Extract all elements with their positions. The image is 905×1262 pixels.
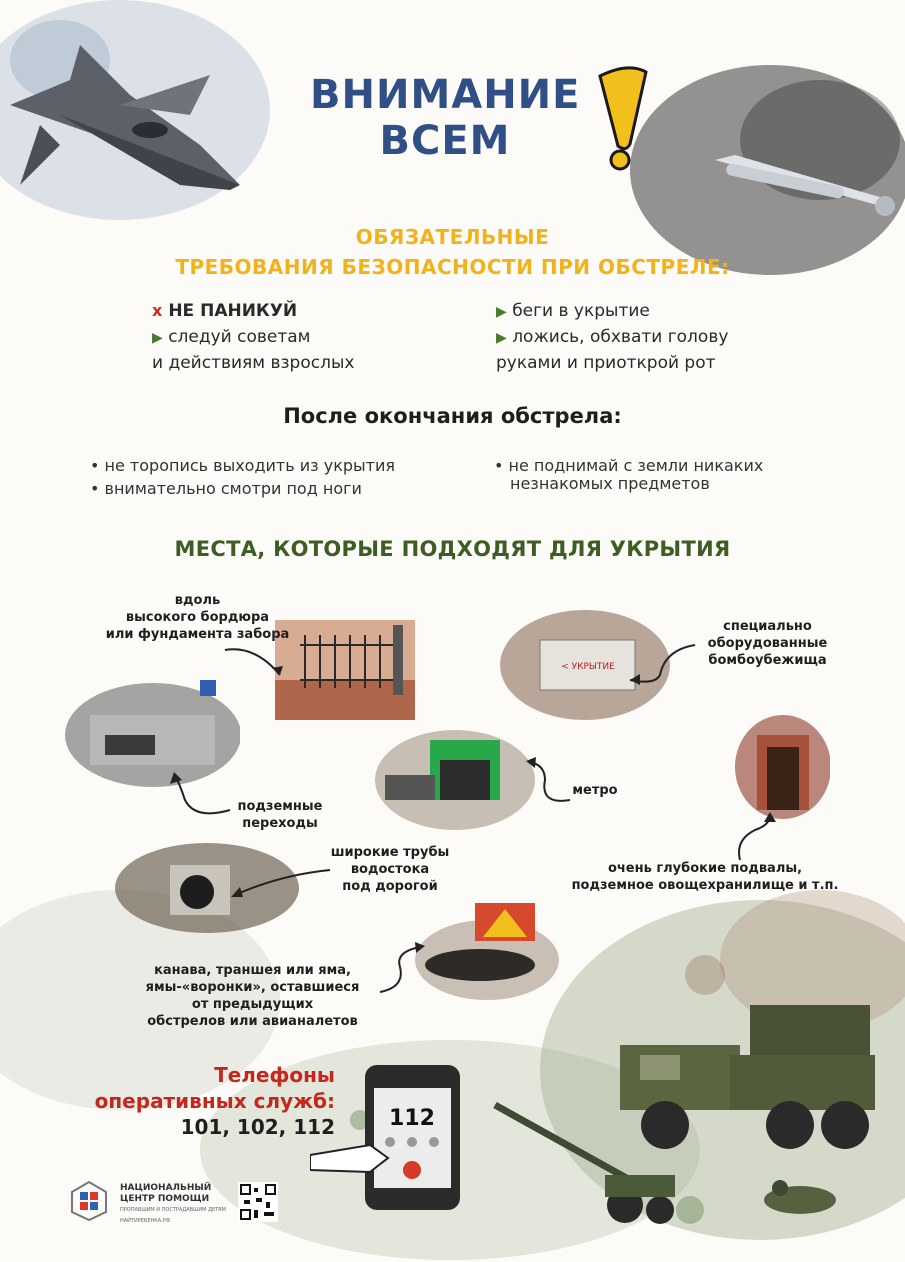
phones-line-2: оперативных служб:: [94, 1089, 335, 1113]
ditch-photo: [415, 895, 560, 1000]
after-item-1-text: не торопись выходить из укрытия: [104, 456, 396, 475]
cellar-label-line-1: очень глубокие подвалы,: [607, 861, 803, 876]
rule-lie-down: [496, 324, 728, 351]
org-line-2: ЦЕНТР ПОМОЩИ: [120, 1194, 210, 1204]
phone-screen-number: 112: [389, 1106, 435, 1131]
bomb-shelter-label: [700, 618, 835, 669]
triangle-bullet-icon: ▶: [152, 330, 163, 346]
rule-run-to-shelter: [496, 298, 650, 325]
phones-numbers: 101, 102, 112: [180, 1115, 335, 1139]
org-line-1: НАЦИОНАЛЬНЫЙ: [120, 1183, 212, 1193]
underpass-label-line-2: переходы: [242, 816, 318, 831]
follow-line-1: следуй советам: [168, 327, 311, 347]
shelter-sign-text: < УКРЫТИЕ: [561, 662, 615, 672]
ditch-label-line-3: от предыдущих: [191, 997, 314, 1012]
pipes-label-line-3: под дорогой: [342, 879, 438, 894]
ditch-label-line-4: обстрелов или авианалетов: [147, 1014, 358, 1029]
after-item-3-line-2: незнакомых предметов: [510, 474, 710, 493]
follow-line-2: и действиям взрослых: [152, 353, 355, 373]
after-item-3-text: не поднимай с земли никаких: [508, 456, 764, 475]
title-line-2: ВСЕМ: [379, 118, 511, 164]
underpass-label: [230, 798, 330, 832]
ditch-label-line-2: ямы-«воронки», оставшиеся: [145, 980, 360, 995]
ditch-label: [130, 962, 375, 1030]
cellar-photo: [735, 715, 830, 820]
arrow-icon: [520, 755, 575, 810]
curb-label-line-2: высокого бордюра: [125, 610, 270, 625]
org-logo-icon: [68, 1180, 110, 1222]
drone-image: [705, 140, 900, 220]
arrow-icon: [375, 940, 430, 995]
rocket-truck-image: [600, 1000, 890, 1170]
requirements-title-line-1: ОБЯЗАТЕЛЬНЫЕ: [355, 225, 550, 249]
bomb-shelter-label-line-3: бомбоубежища: [708, 653, 827, 668]
emergency-phones: [40, 1062, 335, 1140]
title-line-1: ВНИМАНИЕ: [310, 72, 581, 118]
cellar-label-line-2: подземное овощехранилище и т.п.: [571, 878, 839, 893]
rule-no-panic: [152, 298, 297, 324]
after-shelling-title: После окончания обстрела:: [283, 404, 622, 428]
run-text: беги в укрытие: [512, 301, 650, 321]
curb-label-line-1: вдоль: [174, 593, 221, 608]
pipes-label-line-1: широкие трубы: [330, 845, 450, 860]
poster-title: [310, 72, 580, 164]
after-item-3: • не поднимай с земли никаких: [494, 456, 764, 475]
arrow-icon: [160, 770, 235, 820]
requirements-title: [120, 222, 785, 282]
lie-line-1: ложись, обхвати голову: [512, 327, 729, 347]
curb-label: [95, 592, 300, 643]
triangle-bullet-icon: ▶: [496, 304, 507, 320]
no-panic-text: НЕ ПАНИКУЙ: [168, 301, 298, 321]
places-title: МЕСТА, КОТОРЫЕ ПОДХОДЯТ ДЛЯ УКРЫТИЯ: [174, 537, 731, 561]
metro-label: метро: [572, 783, 618, 798]
org-line-3: ПРОПАВШИМ И ПОСТРАДАВШИМ ДЕТЯМ: [120, 1207, 226, 1213]
phones-line-1: Телефоны: [214, 1063, 335, 1087]
pipes-label-line-2: водостока: [350, 862, 430, 877]
x-mark-icon: x: [152, 301, 163, 320]
bomb-shelter-label-line-1: специально: [723, 619, 812, 634]
qr-code[interactable]: [238, 1182, 278, 1222]
arrow-icon: [225, 865, 335, 900]
zigzag-arrow-icon: [310, 1140, 390, 1180]
exclamation-icon: [590, 58, 660, 173]
triangle-bullet-icon: ▶: [496, 330, 507, 346]
curb-label-line-3: или фундамента забора: [105, 627, 290, 642]
arrow-icon: [220, 640, 290, 680]
after-item-2-text: внимательно смотри под ноги: [104, 479, 362, 498]
after-item-2: • внимательно смотри под ноги: [90, 479, 362, 498]
arrow-icon: [620, 640, 700, 690]
fighter-jet-image: [0, 35, 260, 205]
soldier-image: [760, 1170, 840, 1220]
org-name: [120, 1183, 226, 1227]
underpass-label-line-1: подземные: [237, 799, 323, 814]
requirements-title-line-2: ТРЕБОВАНИЯ БЕЗОПАСНОСТИ ПРИ ОБСТРЕЛЕ:: [175, 255, 730, 279]
cellar-label: [560, 860, 850, 894]
arrow-icon: [730, 810, 780, 865]
phone-illustration: [360, 1060, 465, 1215]
bomb-shelter-label-line-2: оборудованные: [707, 636, 828, 651]
metro-photo: [375, 720, 535, 830]
org-line-4: НАЙТИРЕБЕНКА.РФ: [120, 1218, 171, 1224]
after-item-1: • не торопись выходить из укрытия: [90, 456, 396, 475]
lie-line-2: руками и приоткрой рот: [496, 353, 716, 373]
ditch-label-line-1: канава, траншея или яма,: [154, 963, 351, 978]
rule-follow: [152, 324, 311, 351]
